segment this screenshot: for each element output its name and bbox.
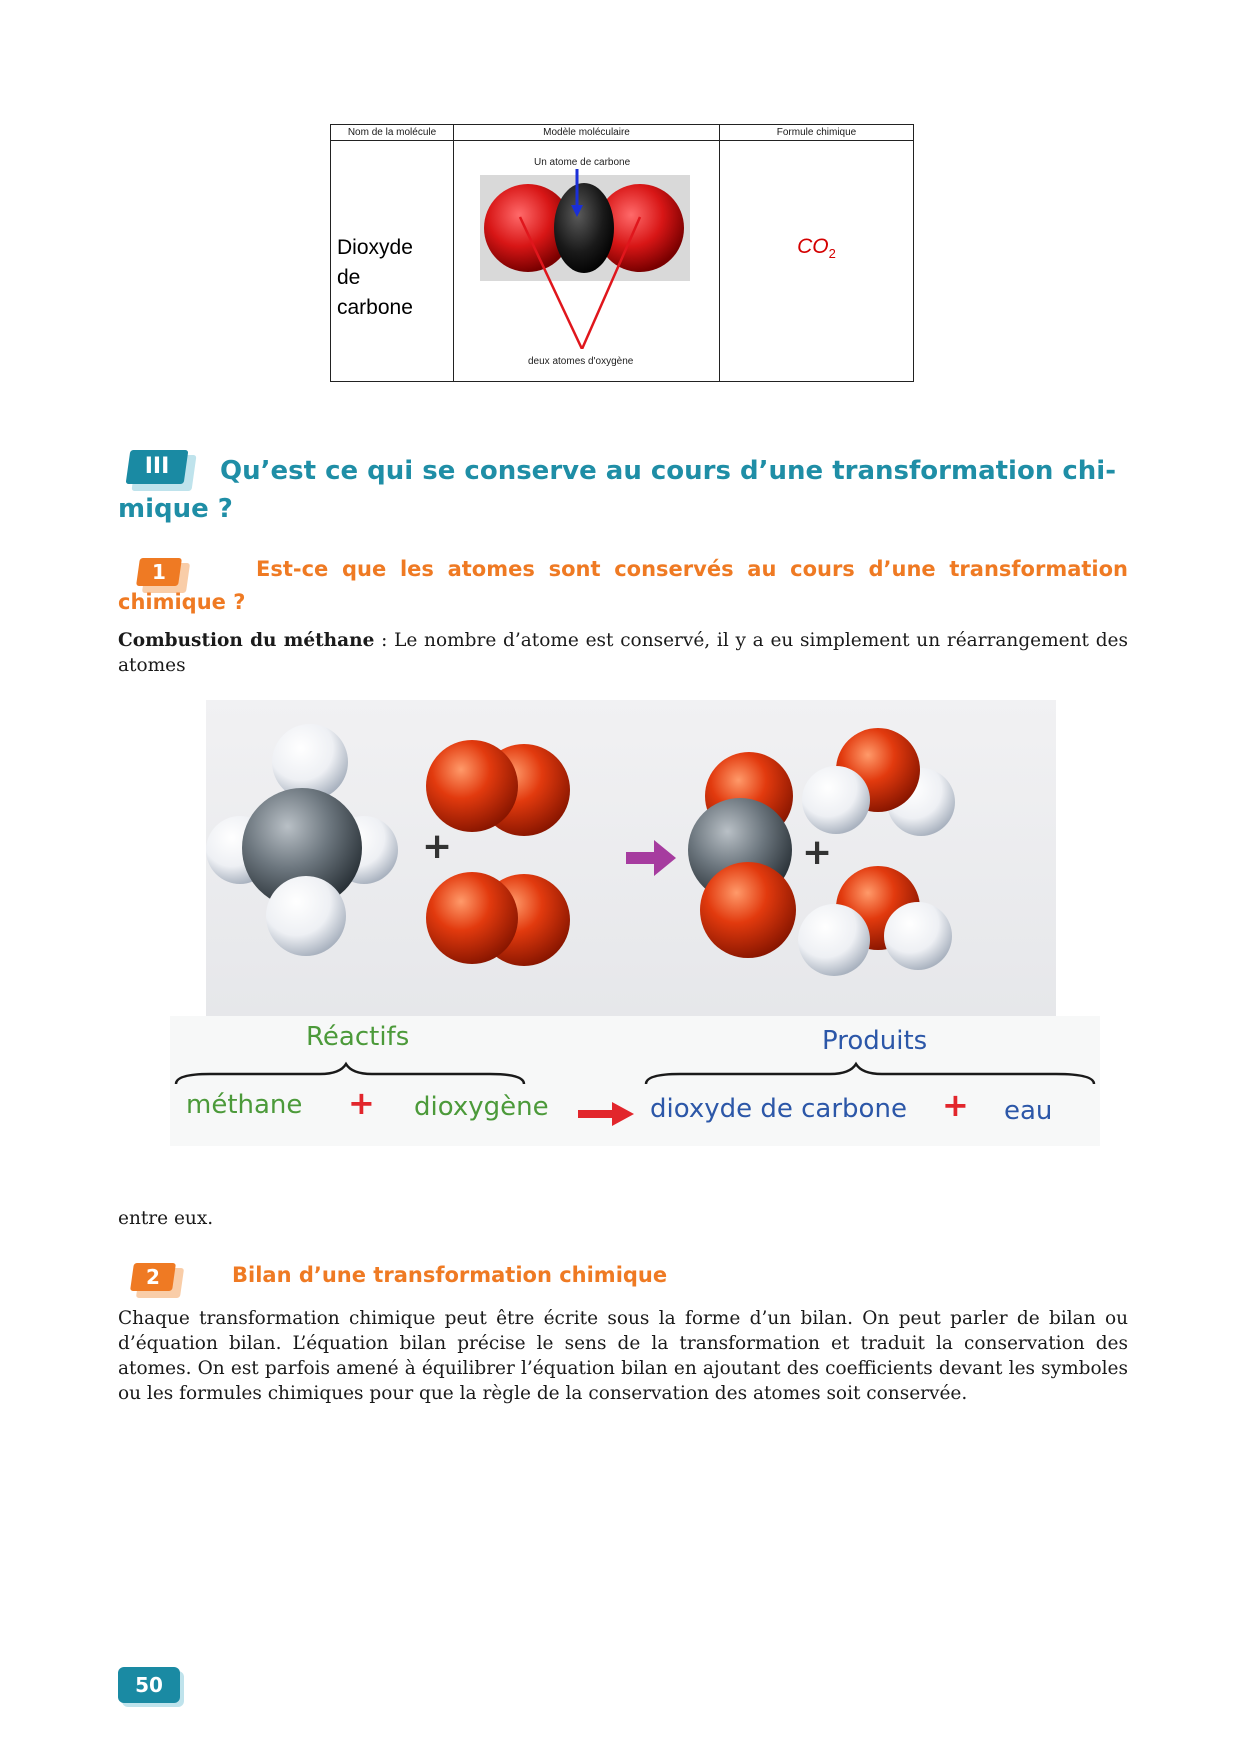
plus-sign-1: + bbox=[422, 826, 453, 867]
molecule-name bbox=[337, 233, 413, 323]
produits-label: Produits bbox=[822, 1026, 928, 1056]
paragraph-bilan: Chaque transformation chimique peut être écrite sous la forme d’un bilan. On peut parler de bilan ou d’équation bilan. L’équation bilan précise le sens de la transformation et traduit la conservation des atomes. On est parfois amené à équilibrer l’équation bilan en ajoutant des coefficients devant les symboles ou les formules chimiques pour que la règle de la conservation des atomes soit conservée. bbox=[118, 1308, 1128, 1404]
plus-sign-2: + bbox=[802, 832, 833, 873]
sub1-title bbox=[118, 553, 1128, 619]
table-col-formula bbox=[720, 125, 913, 381]
reactifs-label: Réactifs bbox=[306, 1022, 410, 1052]
sub2-number: 2 bbox=[146, 1265, 160, 1289]
molecule-name-line: Dioxyde bbox=[337, 236, 413, 259]
sub2-title bbox=[118, 1259, 1128, 1292]
section-title-text: Qu’est ce qui se conserve au cours d’une transformation chi- mique ? bbox=[118, 456, 1117, 524]
plus-label-2: + bbox=[942, 1086, 969, 1124]
section-title bbox=[118, 452, 1128, 528]
section-numeral: III bbox=[144, 454, 170, 479]
sub1-title-text: Est-ce que les atomes sont conservés au cours d’une transformation chimique ? bbox=[118, 557, 1128, 614]
table-header-formula: Formule chimique bbox=[720, 125, 913, 141]
chemical-formula bbox=[720, 235, 913, 261]
paragraph-combustion bbox=[118, 628, 1128, 678]
table-col-model bbox=[454, 125, 720, 381]
reaction-equation bbox=[170, 1016, 1100, 1146]
page-number-badge bbox=[118, 1667, 184, 1705]
reaction-molecules-image bbox=[206, 700, 1056, 1016]
sub2-title-text: Bilan d’une transformation chimique bbox=[232, 1263, 668, 1287]
methane-label: méthane bbox=[186, 1090, 303, 1120]
formula-subscript: 2 bbox=[828, 246, 836, 262]
co2-model-image bbox=[480, 169, 700, 349]
eau-label: eau bbox=[1004, 1096, 1053, 1126]
plus-label-1: + bbox=[348, 1084, 375, 1122]
sub1-number: 1 bbox=[152, 560, 166, 584]
table-header-name: Nom de la molécule bbox=[331, 125, 453, 141]
formula-main: CO bbox=[797, 235, 829, 258]
paragraph-text: : Le nombre d’atome est conservé, il y a eu simplement un réarrangement des atomes bbox=[118, 630, 1128, 676]
equation-arrow-icon bbox=[578, 1102, 634, 1126]
table-col-name bbox=[331, 125, 454, 381]
page-number: 50 bbox=[135, 1673, 163, 1697]
carbon-label: Un atome de carbone bbox=[534, 157, 631, 168]
reaction-figure bbox=[206, 700, 1056, 1016]
paragraph-entre-eux: entre eux. bbox=[118, 1208, 214, 1229]
reaction-arrow-icon bbox=[626, 840, 676, 876]
paragraph-bold: Combustion du méthane bbox=[118, 630, 375, 651]
molecule-table bbox=[330, 124, 914, 382]
molecule-name-line: de bbox=[337, 266, 361, 289]
dioxygene-label: dioxygène bbox=[414, 1092, 549, 1122]
table-header-model: Modèle moléculaire bbox=[454, 125, 719, 141]
dioxyde-carbone-label: dioxyde de carbone bbox=[650, 1094, 907, 1124]
oxygen-label: deux atomes d'oxygène bbox=[528, 356, 634, 367]
molecule-name-line: carbone bbox=[337, 296, 413, 319]
